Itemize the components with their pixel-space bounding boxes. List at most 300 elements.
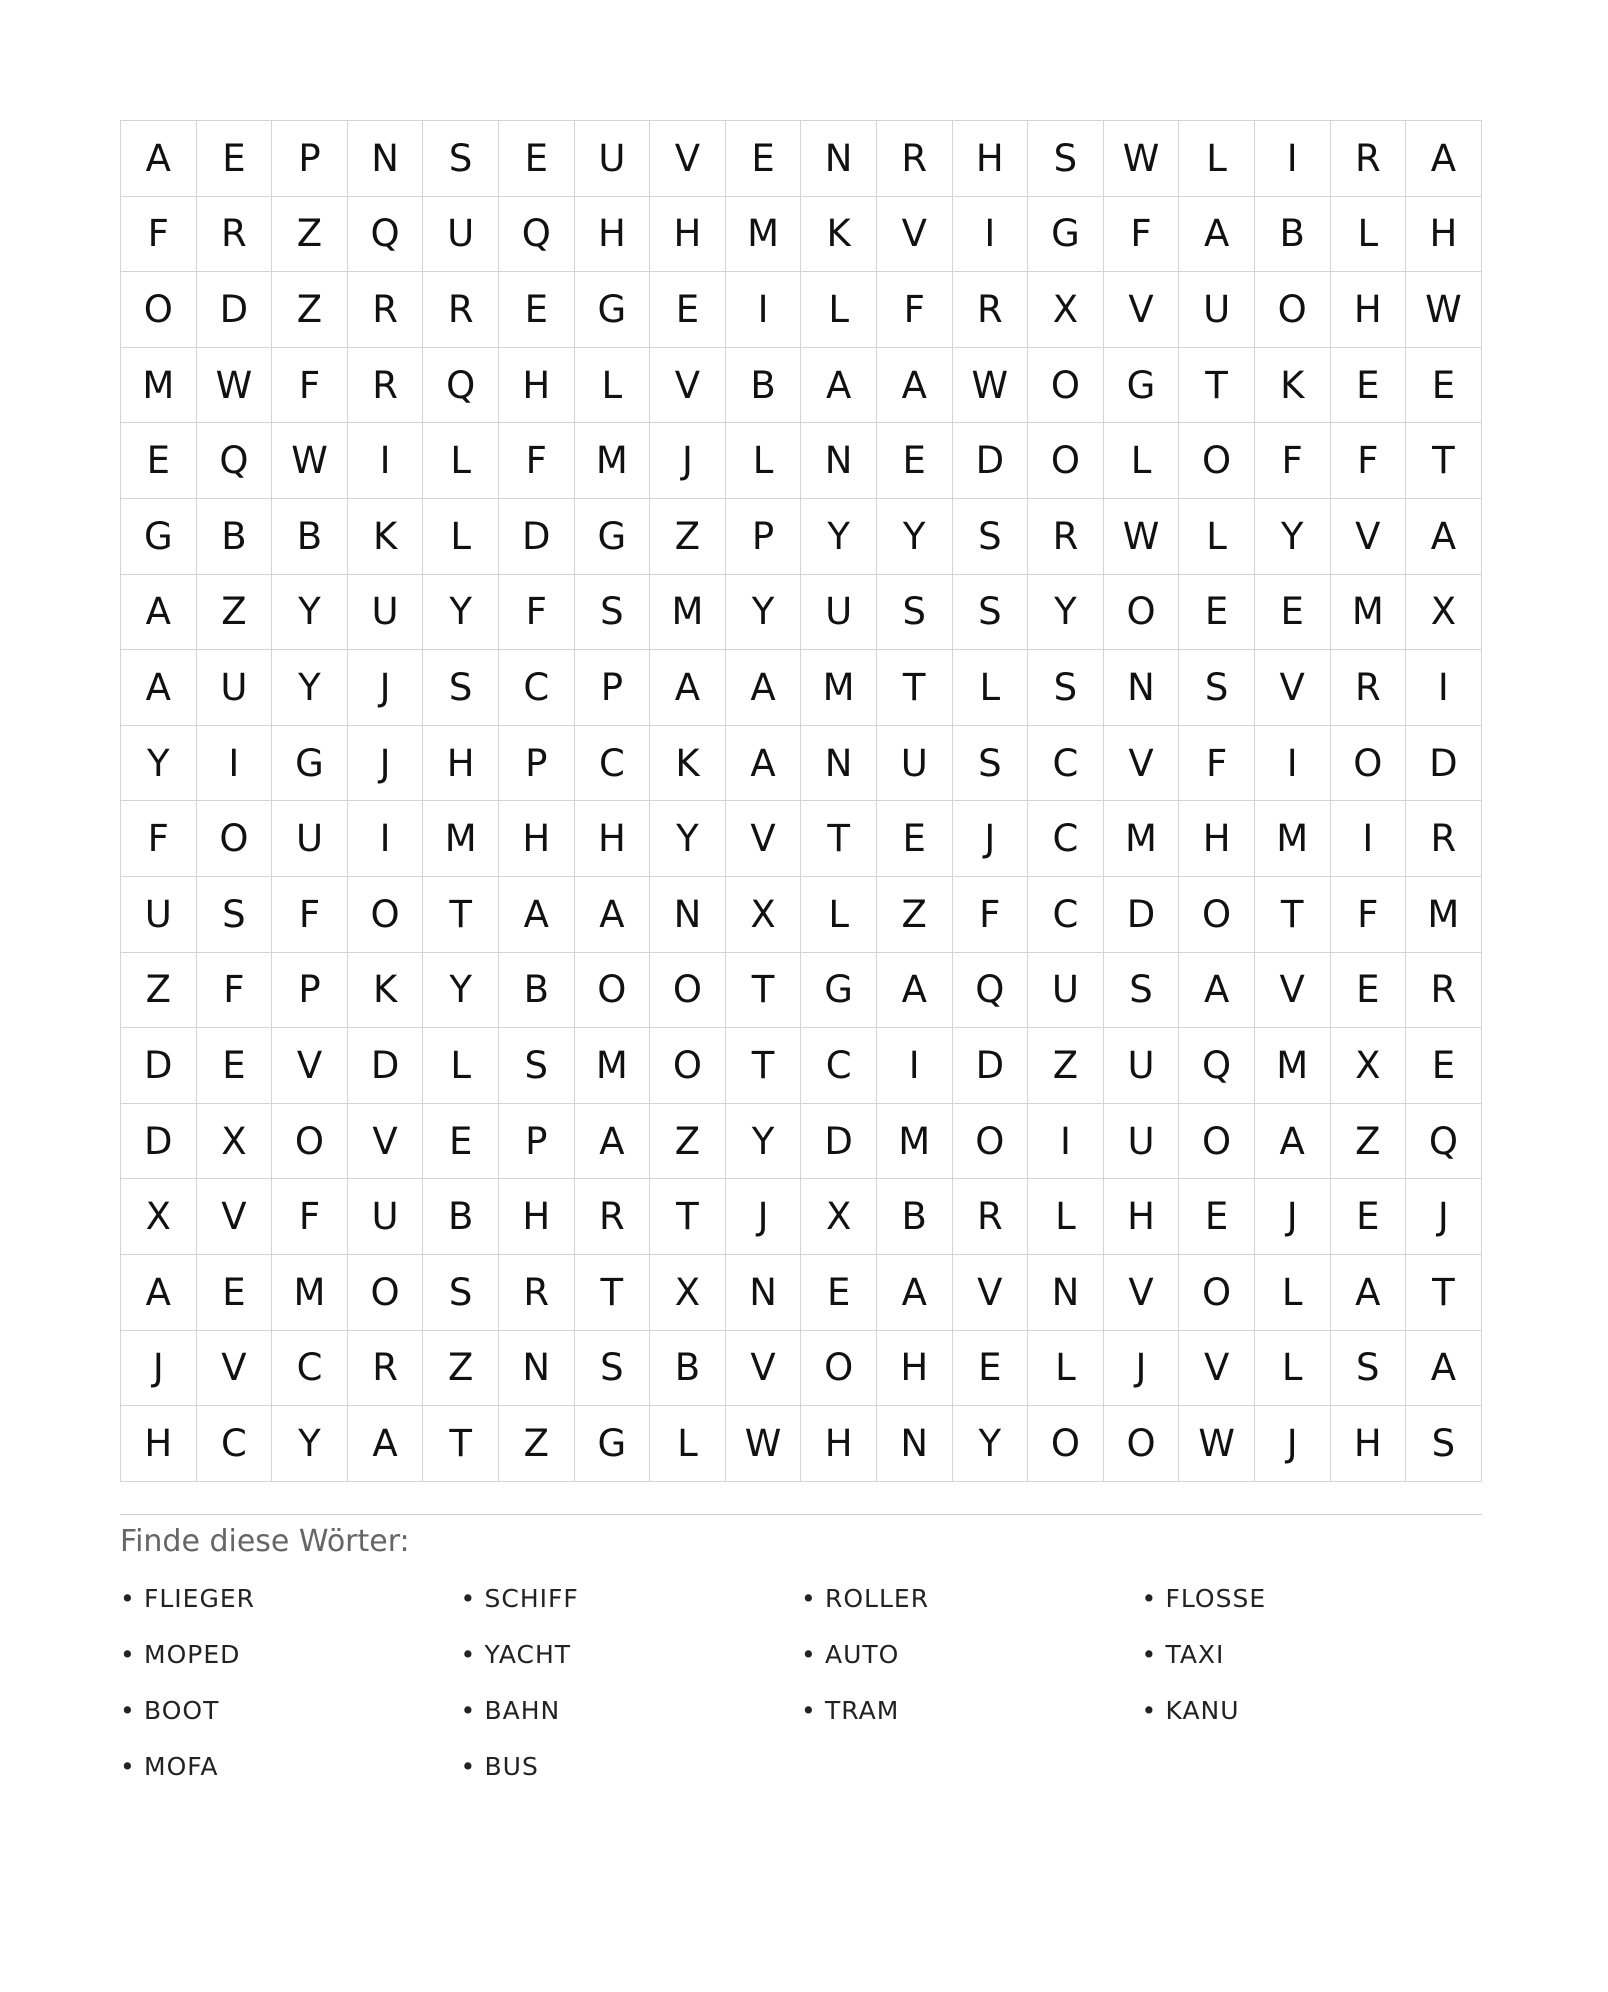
grid-cell[interactable]: M [575,423,651,499]
grid-cell[interactable]: U [1028,953,1104,1029]
grid-cell[interactable]: O [1179,1255,1255,1331]
grid-cell[interactable]: D [953,1028,1029,1104]
grid-cell[interactable]: O [348,1255,424,1331]
grid-cell[interactable]: R [348,272,424,348]
grid-cell[interactable]: J [1406,1179,1482,1255]
grid-cell[interactable]: S [575,575,651,651]
grid-cell[interactable]: O [1028,348,1104,424]
grid-cell[interactable]: A [877,1255,953,1331]
grid-cell[interactable]: E [1255,575,1331,651]
grid-cell[interactable]: G [272,726,348,802]
grid-cell[interactable]: A [726,726,802,802]
grid-cell[interactable]: I [1406,650,1482,726]
grid-cell[interactable]: S [953,499,1029,575]
grid-cell[interactable]: U [272,801,348,877]
grid-cell[interactable]: L [423,1028,499,1104]
grid-cell[interactable]: A [1406,1331,1482,1407]
grid-cell[interactable]: V [726,801,802,877]
grid-cell[interactable]: V [1255,650,1331,726]
grid-cell[interactable]: H [1179,801,1255,877]
grid-cell[interactable]: S [1028,121,1104,197]
grid-cell[interactable]: E [499,121,575,197]
grid-cell[interactable]: W [197,348,273,424]
grid-cell[interactable]: D [1406,726,1482,802]
grid-cell[interactable]: V [197,1331,273,1407]
grid-cell[interactable]: A [121,121,197,197]
grid-cell[interactable]: A [575,877,651,953]
grid-cell[interactable]: A [726,650,802,726]
grid-cell[interactable]: J [726,1179,802,1255]
grid-cell[interactable]: I [1028,1104,1104,1180]
grid-cell[interactable]: S [953,575,1029,651]
grid-cell[interactable]: V [197,1179,273,1255]
grid-cell[interactable]: S [877,575,953,651]
grid-cell[interactable]: O [1028,423,1104,499]
grid-cell[interactable]: U [121,877,197,953]
grid-cell[interactable]: E [650,272,726,348]
grid-cell[interactable]: H [650,197,726,273]
grid-cell[interactable]: V [726,1331,802,1407]
grid-cell[interactable]: K [650,726,726,802]
grid-cell[interactable]: V [1104,1255,1180,1331]
grid-cell[interactable]: A [1179,953,1255,1029]
grid-cell[interactable]: O [1028,1406,1104,1482]
grid-cell[interactable]: J [348,650,424,726]
grid-cell[interactable]: Y [423,575,499,651]
grid-cell[interactable]: S [1028,650,1104,726]
grid-cell[interactable]: G [1104,348,1180,424]
grid-cell[interactable]: Z [877,877,953,953]
grid-cell[interactable]: H [499,801,575,877]
grid-cell[interactable]: Z [272,197,348,273]
grid-cell[interactable]: O [575,953,651,1029]
grid-cell[interactable]: S [197,877,273,953]
grid-cell[interactable]: U [575,121,651,197]
grid-cell[interactable]: P [575,650,651,726]
grid-cell[interactable]: H [423,726,499,802]
grid-cell[interactable]: A [877,348,953,424]
grid-cell[interactable]: T [650,1179,726,1255]
grid-cell[interactable]: J [1255,1179,1331,1255]
grid-cell[interactable]: V [1104,272,1180,348]
grid-cell[interactable]: L [575,348,651,424]
grid-cell[interactable]: X [801,1179,877,1255]
grid-cell[interactable]: F [197,953,273,1029]
grid-cell[interactable]: A [575,1104,651,1180]
grid-cell[interactable]: W [1104,121,1180,197]
grid-cell[interactable]: A [877,953,953,1029]
grid-cell[interactable]: C [801,1028,877,1104]
grid-cell[interactable]: A [1406,121,1482,197]
grid-cell[interactable]: S [1406,1406,1482,1482]
grid-cell[interactable]: J [121,1331,197,1407]
grid-cell[interactable]: F [499,575,575,651]
grid-cell[interactable]: E [726,121,802,197]
grid-cell[interactable]: Y [272,650,348,726]
grid-cell[interactable]: Y [726,575,802,651]
grid-cell[interactable]: A [348,1406,424,1482]
grid-cell[interactable]: L [1179,499,1255,575]
grid-cell[interactable]: Q [423,348,499,424]
grid-cell[interactable]: A [121,650,197,726]
grid-cell[interactable]: R [953,1179,1029,1255]
grid-cell[interactable]: V [272,1028,348,1104]
grid-cell[interactable]: L [801,877,877,953]
grid-cell[interactable]: W [953,348,1029,424]
grid-cell[interactable]: W [1104,499,1180,575]
grid-cell[interactable]: X [1406,575,1482,651]
grid-cell[interactable]: L [726,423,802,499]
grid-cell[interactable]: R [348,1331,424,1407]
grid-cell[interactable]: C [1028,726,1104,802]
grid-cell[interactable]: E [801,1255,877,1331]
grid-cell[interactable]: N [877,1406,953,1482]
grid-cell[interactable]: Z [197,575,273,651]
grid-cell[interactable]: G [575,1406,651,1482]
grid-cell[interactable]: Q [348,197,424,273]
grid-cell[interactable]: D [953,423,1029,499]
grid-cell[interactable]: C [1028,877,1104,953]
grid-cell[interactable]: K [348,953,424,1029]
grid-cell[interactable]: P [499,1104,575,1180]
grid-cell[interactable]: Y [877,499,953,575]
grid-cell[interactable]: P [726,499,802,575]
grid-cell[interactable]: E [877,423,953,499]
grid-cell[interactable]: Y [121,726,197,802]
grid-cell[interactable]: O [650,1028,726,1104]
grid-cell[interactable]: D [348,1028,424,1104]
grid-cell[interactable]: B [877,1179,953,1255]
grid-cell[interactable]: A [650,650,726,726]
grid-cell[interactable]: O [801,1331,877,1407]
grid-cell[interactable]: P [499,726,575,802]
grid-cell[interactable]: P [272,953,348,1029]
grid-cell[interactable]: F [272,1179,348,1255]
grid-cell[interactable]: B [197,499,273,575]
grid-cell[interactable]: E [1406,348,1482,424]
grid-cell[interactable]: U [348,575,424,651]
grid-cell[interactable]: K [348,499,424,575]
grid-cell[interactable]: Y [953,1406,1029,1482]
grid-cell[interactable]: F [953,877,1029,953]
grid-cell[interactable]: V [877,197,953,273]
grid-cell[interactable]: O [1104,575,1180,651]
grid-cell[interactable]: M [801,650,877,726]
grid-cell[interactable]: D [499,499,575,575]
grid-cell[interactable]: L [1028,1179,1104,1255]
grid-cell[interactable]: U [348,1179,424,1255]
grid-cell[interactable]: Q [1179,1028,1255,1104]
grid-cell[interactable]: E [197,1255,273,1331]
grid-cell[interactable]: H [877,1331,953,1407]
grid-cell[interactable]: O [1331,726,1407,802]
grid-cell[interactable]: I [726,272,802,348]
grid-cell[interactable]: T [423,877,499,953]
grid-cell[interactable]: L [801,272,877,348]
grid-cell[interactable]: T [1406,423,1482,499]
grid-cell[interactable]: B [650,1331,726,1407]
grid-cell[interactable]: L [1255,1331,1331,1407]
grid-cell[interactable]: T [726,953,802,1029]
grid-cell[interactable]: M [1255,801,1331,877]
grid-cell[interactable]: W [1406,272,1482,348]
grid-cell[interactable]: E [1406,1028,1482,1104]
grid-cell[interactable]: S [1179,650,1255,726]
grid-cell[interactable]: A [1255,1104,1331,1180]
grid-cell[interactable]: Q [499,197,575,273]
grid-cell[interactable]: E [1179,1179,1255,1255]
grid-cell[interactable]: R [1406,953,1482,1029]
grid-cell[interactable]: E [877,801,953,877]
grid-cell[interactable]: E [1331,953,1407,1029]
grid-cell[interactable]: R [197,197,273,273]
grid-cell[interactable]: N [1028,1255,1104,1331]
grid-cell[interactable]: H [121,1406,197,1482]
grid-cell[interactable]: C [272,1331,348,1407]
grid-cell[interactable]: C [575,726,651,802]
grid-cell[interactable]: N [801,726,877,802]
grid-cell[interactable]: Y [801,499,877,575]
grid-cell[interactable]: Q [197,423,273,499]
grid-cell[interactable]: S [953,726,1029,802]
grid-cell[interactable]: G [575,499,651,575]
grid-cell[interactable]: O [272,1104,348,1180]
grid-cell[interactable]: F [1104,197,1180,273]
grid-cell[interactable]: T [1179,348,1255,424]
grid-cell[interactable]: Y [1028,575,1104,651]
grid-cell[interactable]: D [121,1028,197,1104]
grid-cell[interactable]: U [197,650,273,726]
grid-cell[interactable]: R [423,272,499,348]
grid-cell[interactable]: M [650,575,726,651]
grid-cell[interactable]: O [1255,272,1331,348]
grid-cell[interactable]: D [121,1104,197,1180]
grid-cell[interactable]: J [953,801,1029,877]
grid-cell[interactable]: Y [423,953,499,1029]
grid-cell[interactable]: F [499,423,575,499]
grid-cell[interactable]: H [1331,1406,1407,1482]
grid-cell[interactable]: Z [1028,1028,1104,1104]
grid-cell[interactable]: O [1179,877,1255,953]
grid-cell[interactable]: U [801,575,877,651]
grid-cell[interactable]: M [1331,575,1407,651]
grid-cell[interactable]: Z [650,499,726,575]
grid-cell[interactable]: Y [726,1104,802,1180]
grid-cell[interactable]: L [650,1406,726,1482]
grid-cell[interactable]: K [1255,348,1331,424]
grid-cell[interactable]: H [499,1179,575,1255]
grid-cell[interactable]: E [953,1331,1029,1407]
grid-cell[interactable]: W [272,423,348,499]
grid-cell[interactable]: H [801,1406,877,1482]
grid-cell[interactable]: X [650,1255,726,1331]
grid-cell[interactable]: Z [1331,1104,1407,1180]
grid-cell[interactable]: O [1179,423,1255,499]
grid-cell[interactable]: E [1331,1179,1407,1255]
grid-cell[interactable]: C [197,1406,273,1482]
grid-cell[interactable]: M [121,348,197,424]
grid-cell[interactable]: R [1028,499,1104,575]
grid-cell[interactable]: N [801,423,877,499]
grid-cell[interactable]: R [1406,801,1482,877]
grid-cell[interactable]: I [1255,121,1331,197]
grid-cell[interactable]: E [121,423,197,499]
grid-cell[interactable]: E [1179,575,1255,651]
grid-cell[interactable]: D [197,272,273,348]
grid-cell[interactable]: F [121,801,197,877]
grid-cell[interactable]: D [801,1104,877,1180]
grid-cell[interactable]: T [1406,1255,1482,1331]
grid-cell[interactable]: A [499,877,575,953]
grid-cell[interactable]: B [726,348,802,424]
grid-cell[interactable]: V [1104,726,1180,802]
grid-cell[interactable]: M [726,197,802,273]
grid-cell[interactable]: V [1179,1331,1255,1407]
grid-cell[interactable]: N [801,121,877,197]
grid-cell[interactable]: L [1028,1331,1104,1407]
grid-cell[interactable]: N [348,121,424,197]
grid-cell[interactable]: R [575,1179,651,1255]
grid-cell[interactable]: T [575,1255,651,1331]
grid-cell[interactable]: L [1255,1255,1331,1331]
grid-cell[interactable]: A [801,348,877,424]
grid-cell[interactable]: M [877,1104,953,1180]
grid-cell[interactable]: I [1331,801,1407,877]
grid-cell[interactable]: U [1179,272,1255,348]
grid-cell[interactable]: O [1104,1406,1180,1482]
grid-cell[interactable]: F [1255,423,1331,499]
grid-cell[interactable]: S [1331,1331,1407,1407]
grid-cell[interactable]: O [348,877,424,953]
grid-cell[interactable]: M [1104,801,1180,877]
grid-cell[interactable]: O [1179,1104,1255,1180]
grid-cell[interactable]: U [877,726,953,802]
grid-cell[interactable]: L [1179,121,1255,197]
grid-cell[interactable]: B [1255,197,1331,273]
grid-cell[interactable]: N [1104,650,1180,726]
grid-cell[interactable]: X [1028,272,1104,348]
grid-cell[interactable]: X [197,1104,273,1180]
grid-cell[interactable]: J [650,423,726,499]
grid-cell[interactable]: R [348,348,424,424]
grid-cell[interactable]: E [423,1104,499,1180]
grid-cell[interactable]: Y [1255,499,1331,575]
grid-cell[interactable]: H [1406,197,1482,273]
grid-cell[interactable]: S [575,1331,651,1407]
grid-cell[interactable]: Z [272,272,348,348]
grid-cell[interactable]: G [121,499,197,575]
grid-cell[interactable]: V [650,348,726,424]
grid-cell[interactable]: H [1331,272,1407,348]
grid-cell[interactable]: M [272,1255,348,1331]
grid-cell[interactable]: V [348,1104,424,1180]
grid-cell[interactable]: H [953,121,1029,197]
grid-cell[interactable]: I [1255,726,1331,802]
grid-cell[interactable]: G [1028,197,1104,273]
grid-cell[interactable]: O [121,272,197,348]
grid-cell[interactable]: F [121,197,197,273]
grid-cell[interactable]: L [1104,423,1180,499]
grid-cell[interactable]: T [726,1028,802,1104]
grid-cell[interactable]: Z [121,953,197,1029]
grid-cell[interactable]: H [575,197,651,273]
grid-cell[interactable]: I [348,801,424,877]
grid-cell[interactable]: H [1104,1179,1180,1255]
grid-cell[interactable]: Y [272,1406,348,1482]
grid-cell[interactable]: E [197,1028,273,1104]
grid-cell[interactable]: Z [499,1406,575,1482]
grid-cell[interactable]: U [1104,1028,1180,1104]
grid-cell[interactable]: M [1255,1028,1331,1104]
grid-cell[interactable]: S [423,650,499,726]
grid-cell[interactable]: L [953,650,1029,726]
grid-cell[interactable]: A [1406,499,1482,575]
grid-cell[interactable]: L [1331,197,1407,273]
grid-cell[interactable]: F [272,877,348,953]
grid-cell[interactable]: R [877,121,953,197]
grid-cell[interactable]: Y [650,801,726,877]
grid-cell[interactable]: E [197,121,273,197]
grid-cell[interactable]: Q [1406,1104,1482,1180]
grid-cell[interactable]: L [423,499,499,575]
grid-cell[interactable]: J [1104,1331,1180,1407]
grid-cell[interactable]: D [1104,877,1180,953]
grid-cell[interactable]: L [423,423,499,499]
grid-cell[interactable]: Y [272,575,348,651]
grid-cell[interactable]: B [499,953,575,1029]
grid-cell[interactable]: E [499,272,575,348]
grid-cell[interactable]: S [499,1028,575,1104]
grid-cell[interactable]: V [650,121,726,197]
grid-cell[interactable]: I [953,197,1029,273]
grid-cell[interactable]: W [726,1406,802,1482]
grid-cell[interactable]: F [272,348,348,424]
grid-cell[interactable]: M [423,801,499,877]
grid-cell[interactable]: Z [423,1331,499,1407]
grid-cell[interactable]: H [575,801,651,877]
grid-cell[interactable]: T [877,650,953,726]
grid-cell[interactable]: A [1179,197,1255,273]
grid-cell[interactable]: O [953,1104,1029,1180]
grid-cell[interactable]: V [1255,953,1331,1029]
grid-cell[interactable]: U [1104,1104,1180,1180]
grid-cell[interactable]: T [801,801,877,877]
grid-cell[interactable]: U [423,197,499,273]
grid-cell[interactable]: P [272,121,348,197]
grid-cell[interactable]: A [121,1255,197,1331]
grid-cell[interactable]: A [1331,1255,1407,1331]
grid-cell[interactable]: T [1255,877,1331,953]
grid-cell[interactable]: G [801,953,877,1029]
grid-cell[interactable]: F [1331,877,1407,953]
grid-cell[interactable]: H [499,348,575,424]
grid-cell[interactable]: N [726,1255,802,1331]
grid-cell[interactable]: F [1179,726,1255,802]
grid-cell[interactable]: F [1331,423,1407,499]
grid-cell[interactable]: S [1104,953,1180,1029]
grid-cell[interactable]: O [197,801,273,877]
grid-cell[interactable]: C [1028,801,1104,877]
grid-cell[interactable]: M [1406,877,1482,953]
grid-cell[interactable]: B [272,499,348,575]
grid-cell[interactable]: M [575,1028,651,1104]
grid-cell[interactable]: Z [650,1104,726,1180]
grid-cell[interactable]: X [1331,1028,1407,1104]
grid-cell[interactable]: G [575,272,651,348]
grid-cell[interactable]: E [1331,348,1407,424]
grid-cell[interactable]: V [953,1255,1029,1331]
grid-cell[interactable]: K [801,197,877,273]
